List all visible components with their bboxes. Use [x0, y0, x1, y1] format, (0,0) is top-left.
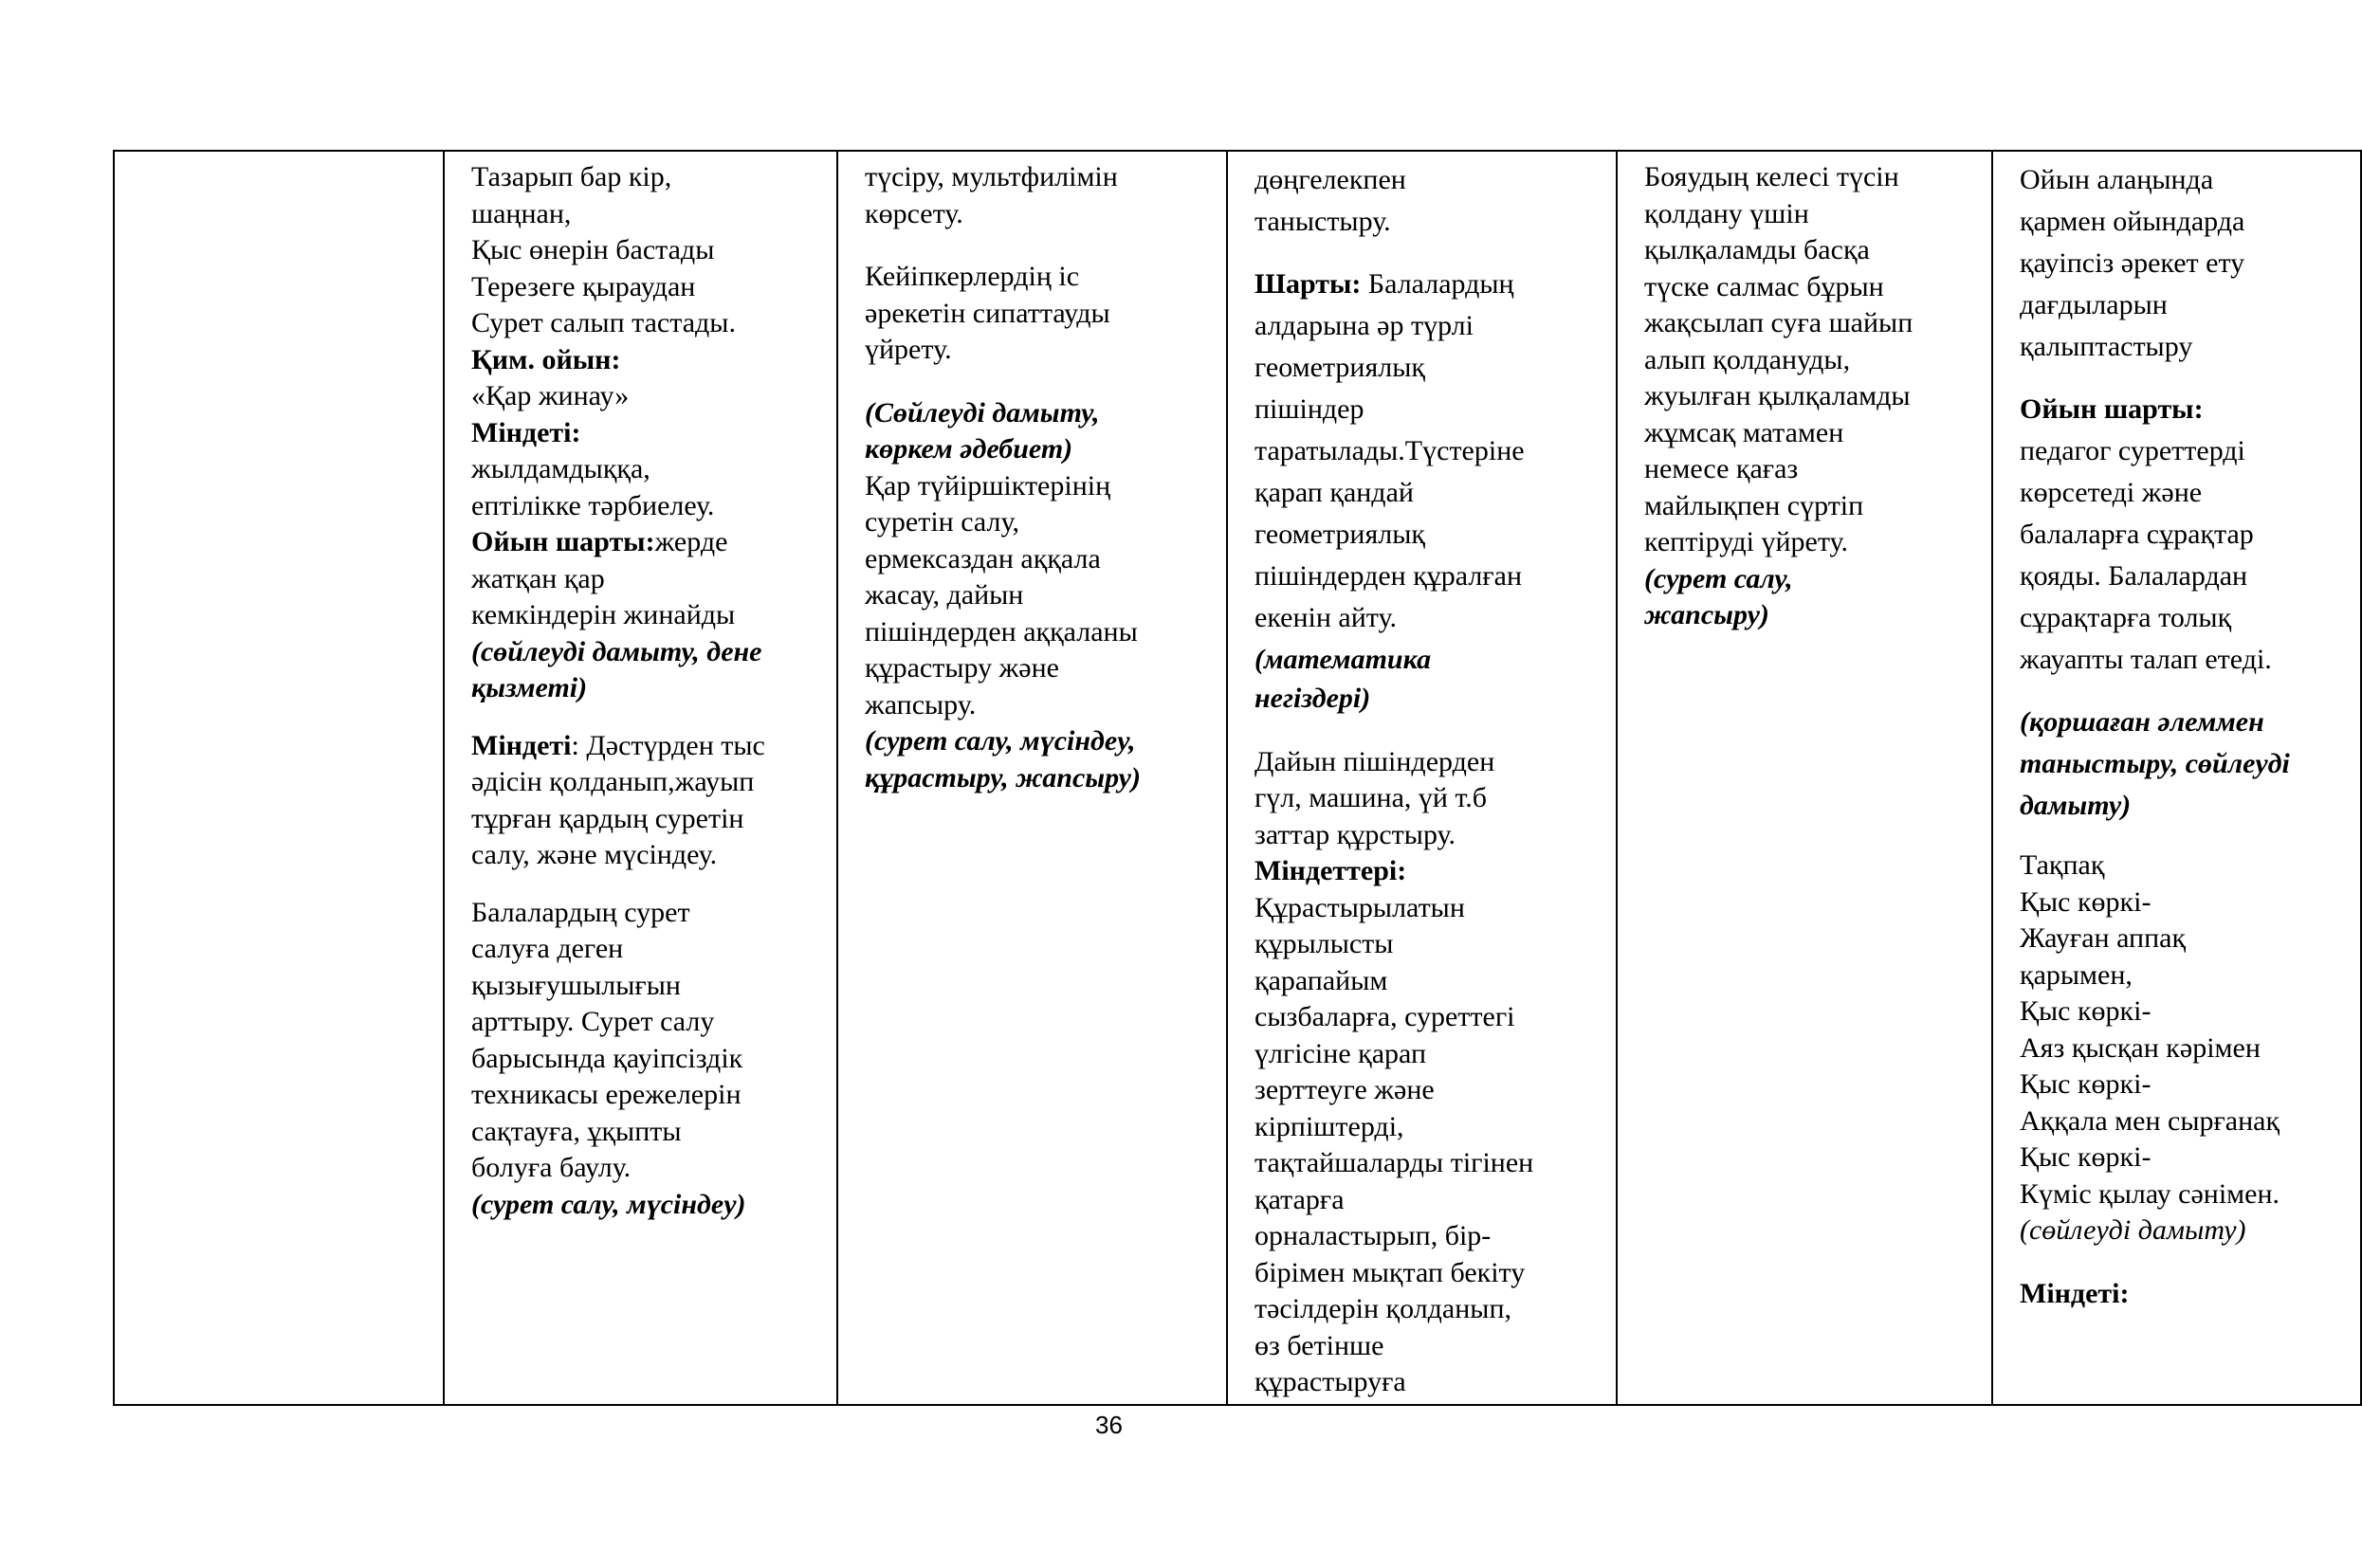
text-line: Бояудың келесі түсін	[1644, 161, 1899, 192]
text-line: балаларға сұрақтар	[2020, 519, 2254, 550]
areas-label: қызметі)	[471, 672, 588, 703]
areas-label: (математика	[1254, 644, 1432, 675]
text-line: қарымен,	[2020, 958, 2133, 991]
task-label: Міндеті:	[2020, 1277, 2130, 1309]
text-line: Кейіпкерлердің іс	[865, 261, 1080, 292]
rules-label: Ойын шарты:	[471, 526, 655, 557]
areas-label: негіздері)	[1254, 683, 1371, 714]
text-line: Құрастырылатын	[1254, 891, 1465, 923]
text-line: суретін салу,	[865, 506, 1019, 538]
text-line: алдарына әр түрлі	[1254, 310, 1474, 341]
text-line: тұрған қардың суретін	[471, 802, 744, 834]
text-line: көрсетеді және	[2020, 477, 2203, 508]
text-line: әдісін қолданып,жауып	[471, 766, 755, 797]
text-line: қатарға	[1254, 1183, 1345, 1215]
text-line: шаңнан,	[471, 197, 572, 229]
areas-label: (сурет салу, мүсіндеу)	[471, 1188, 746, 1220]
game-name: «Қар жинау»	[471, 380, 630, 411]
text-line: құрастыруға	[1254, 1366, 1406, 1397]
text-line: түсіру, мультфилімін	[865, 161, 1118, 192]
areas-label: құрастыру, жапсыру)	[865, 761, 1141, 793]
text-line: ептілікке тәрбиелеу.	[471, 489, 715, 521]
text-line: жатқан қар	[471, 562, 605, 594]
tasks-label: Міндеттері:	[1254, 855, 1407, 886]
text-line: жауапты талап етеді.	[2020, 644, 2272, 675]
text-line: пішіндер	[1254, 393, 1364, 425]
text-line: қауіпсіз әрекет ету	[2020, 247, 2245, 279]
text-line: Балалардың сурет	[471, 896, 690, 928]
game-label: Қим. ойын:	[471, 343, 621, 375]
areas-label: таныстыру, сөйлеуді	[2020, 748, 2290, 779]
areas-label: (сөйлеуді дамыту, дене	[471, 635, 762, 667]
text-line: екенін айту.	[1254, 602, 1397, 633]
areas-label: (қоршаған әлеммен	[2020, 706, 2264, 738]
activity-cell-2	[444, 151, 837, 1405]
areas-label: жапсыру)	[1644, 599, 1769, 630]
text-line: кемкіндерін жинайды	[471, 599, 736, 630]
text-line: зерттеуге және	[1254, 1074, 1435, 1105]
text-line: сызбаларға, суреттегі	[1254, 1001, 1515, 1032]
text-line: түске салмас бұрын	[1644, 270, 1884, 302]
activity-cell-6	[1992, 151, 2361, 1405]
text-line: кептіруді үйрету.	[1644, 526, 1849, 557]
text-line: пішіндерден құралған	[1254, 560, 1522, 592]
text-line: орналастырып, бір-	[1254, 1220, 1492, 1251]
text-inline: жерде	[654, 526, 728, 557]
text-line: Аққала мен сырғанақ	[2020, 1104, 2280, 1137]
text-line: Қыс көркі-	[2020, 995, 2151, 1027]
text-line: дағдыларын	[2020, 289, 2168, 320]
text-line: өз бетінше	[1254, 1329, 1384, 1361]
areas-label: (Сөйлеуді дамыту,	[865, 396, 1100, 428]
plan-table	[113, 150, 2362, 1406]
empty-cell	[114, 151, 444, 1405]
text-line: жуылған қылқаламды	[1644, 380, 1911, 411]
text-line: заттар құрстыру.	[1254, 818, 1456, 850]
text-line: алып қолдануды,	[1644, 343, 1851, 375]
text-line: Қыс көркі-	[2020, 1141, 2151, 1173]
text-line: жұмсақ матамен	[1644, 416, 1844, 448]
text-line: техникасы ережелерін	[471, 1079, 742, 1110]
table-row	[114, 151, 2361, 1405]
text-line: Тазарып бар кір,	[471, 161, 672, 192]
text-line: таратылады.Түстеріне	[1254, 435, 1525, 466]
text-line: әрекетін сипаттауды	[865, 297, 1110, 329]
areas-label: (сөйлеуді дамыту)	[2020, 1214, 2246, 1246]
text-line: гүл, машина, үй т.б	[1254, 782, 1488, 813]
text-line: жасау, дайын	[865, 579, 1024, 611]
poem-title: Тақпақ	[2020, 849, 2105, 881]
text-line: құрастыру және	[865, 652, 1059, 684]
areas-label: (сурет салу, мүсіндеу,	[865, 725, 1136, 757]
text-line: қалыптастыру	[2020, 331, 2193, 362]
poem	[471, 159, 831, 342]
text-line: Аяз қысқан кәрімен	[2020, 1031, 2261, 1064]
text-line: қолдану үшін	[1644, 197, 1809, 229]
text-line: дөңгелекпен	[1254, 164, 1406, 195]
text-line: Дайын пішіндерден	[1254, 745, 1495, 777]
text-line: Қыс көркі-	[2020, 885, 2151, 918]
text-line: қылқаламды басқа	[1644, 234, 1870, 265]
text-line: болуға баулу.	[471, 1152, 632, 1183]
text-line: жылдамдыққа,	[471, 453, 650, 484]
areas-label: көркем әдебиет)	[865, 433, 1073, 465]
text-line: Қар түйіршіктерінің	[865, 469, 1111, 501]
text-line: сақтауға, ұқыпты	[471, 1115, 682, 1147]
text-line: таныстыру.	[1254, 206, 1391, 237]
text-line: қарапайым	[1254, 964, 1388, 996]
text-line: қармен ойындарда	[2020, 206, 2245, 237]
text-line: Сурет салып тастады.	[471, 307, 736, 338]
text-line: үлгісіне қарап	[1254, 1037, 1426, 1069]
activity-cell-4	[1227, 151, 1617, 1405]
areas-label: (сурет салу,	[1644, 562, 1793, 594]
text-line: арттыру. Сурет салу	[471, 1006, 715, 1037]
text-line: қояды. Балалардан	[2020, 560, 2248, 592]
activity-cell-3	[837, 151, 1227, 1405]
rules-label: Ойын шарты:	[2020, 393, 2204, 425]
text-line: педагог суреттерді	[2020, 435, 2245, 466]
text-line: қарап қандай	[1254, 477, 1414, 508]
text-line: Күміс қылау сәнімен.	[2020, 1177, 2280, 1210]
text-line: немесе қағаз	[1644, 453, 1799, 484]
activity-cell-5	[1617, 151, 1992, 1405]
text-inline: Балалардың	[1361, 268, 1514, 300]
text-line: ермексаздан аққала	[865, 542, 1101, 574]
text-line: бірімен мықтап бекіту	[1254, 1256, 1526, 1288]
text-line: жапсыру.	[865, 688, 977, 720]
text-line: салу, және мүсіндеу.	[471, 839, 718, 870]
page-number: 36	[1095, 1411, 1123, 1439]
text-line: қызығушылығын	[471, 969, 681, 1001]
task-label: Міндеті	[471, 729, 572, 761]
text-line: Терезеге қыраудан	[471, 270, 696, 302]
text-line: Ойын алаңында	[2020, 164, 2214, 195]
text-line: кірпіштерді,	[1254, 1110, 1404, 1142]
text-line: Қыс өнерін бастады	[471, 234, 715, 265]
text-line: геометриялық	[1254, 519, 1425, 550]
text-line: тақтайшаларды тігінен	[1254, 1147, 1534, 1178]
text-line: геометриялық	[1254, 352, 1425, 383]
text-line: барысында қауіпсіздік	[471, 1042, 743, 1074]
areas-label: дамыту)	[2020, 790, 2132, 821]
text-line: салуға деген	[471, 933, 624, 964]
text-line: пішіндерден аққаланы	[865, 615, 1138, 647]
text-line: тәсілдерін қолданып,	[1254, 1293, 1512, 1324]
task-label: Міндеті:	[471, 416, 581, 448]
rules-label: Шарты:	[1254, 268, 1362, 300]
text-line: майлықпен сүртіп	[1644, 489, 1864, 521]
text-line: жақсылап суға шайып	[1644, 307, 1913, 338]
text-line: Қыс көркі-	[2020, 1068, 2151, 1100]
text-line: Жауған аппақ	[2020, 922, 2187, 954]
text-inline: : Дәстүрден тыс	[571, 729, 765, 761]
text-line: көрсету.	[865, 197, 963, 229]
text-line: үйрету.	[865, 334, 952, 365]
text-line: құрылысты	[1254, 928, 1394, 959]
text-line: сұрақтарға толық	[2020, 602, 2232, 633]
